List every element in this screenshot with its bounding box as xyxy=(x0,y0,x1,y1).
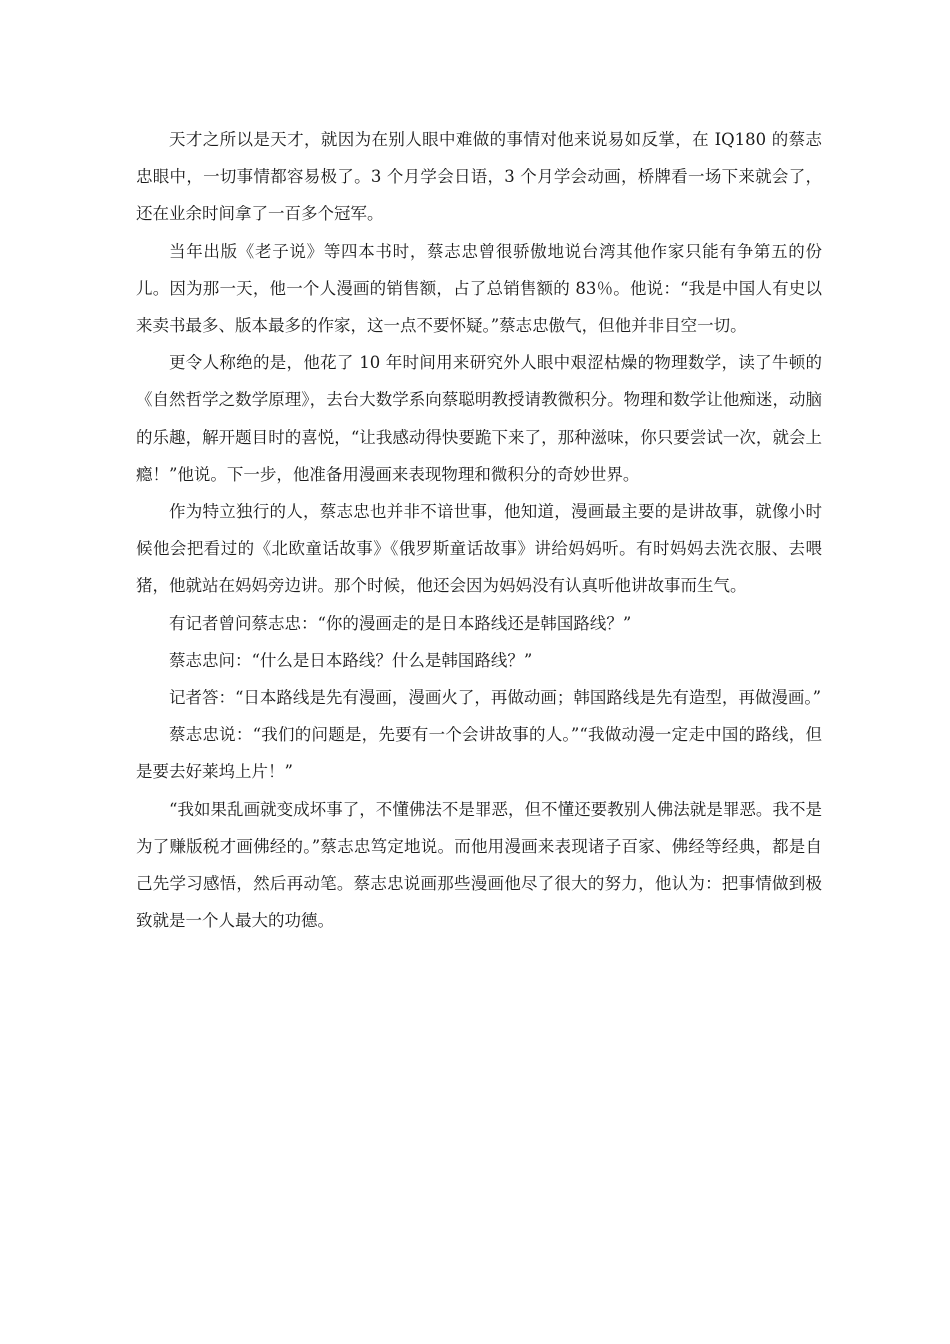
paragraph: 当年出版《老子说》等四本书时，蔡志忠曾很骄傲地说台湾其他作家只能有争第五的份儿。因为那一天，他一个人漫画的销售额，占了总销售额的 83％。他说：“我是中国人有史以来卖书最多、版本最多的作家，这一点不要怀疑。”蔡志忠傲气，但他并非目空一切。 xyxy=(136,241,822,336)
paragraph: 天才之所以是天才，就因为在别人眼中难做的事情对他来说易如反掌，在 IQ180 的蔡志忠眼中，一切事情都容易极了。3 个月学会日语，3 个月学会动画，桥牌看一场下来就会了，还在业余时间拿了一百多个冠军。 xyxy=(136,130,822,224)
paragraph: 作为特立独行的人，蔡志忠也并非不谙世事，他知道，漫画最主要的是讲故事，就像小时候他会把看过的《北欧童话故事》《俄罗斯童话故事》讲给妈妈听。有时妈妈去洗衣服、去喂猪，他就站在妈妈旁边讲。那个时候，他还会因为妈妈没有认真听他讲故事而生气。 xyxy=(136,502,822,596)
paragraph: 蔡志忠问：“什么是日本路线？什么是韩国路线？” xyxy=(169,650,533,670)
paragraph: 蔡志忠说：“我们的问题是，先要有一个会讲故事的人。”“我做动漫一定走中国的路线，但是要去好莱坞上片！” xyxy=(136,725,822,782)
article-body xyxy=(136,121,822,939)
paragraph: 记者答：“日本路线是先有漫画，漫画火了，再做动画；韩国路线是先有造型，再做漫画。” xyxy=(169,688,822,708)
paragraph: 有记者曾问蔡志忠：“你的漫画走的是日本路线还是韩国路线？” xyxy=(169,613,632,633)
paragraph: “我如果乱画就变成坏事了，不懂佛法不是罪恶，但不懂还要教别人佛法就是罪恶。我不是为了赚版税才画佛经的。”蔡志忠笃定地说。而他用漫画来表现诸子百家、佛经等经典，都是自己先学习感悟，然后再动笔。蔡志忠说画那些漫画他尽了很大的努力，他认为：把事情做到极致就是一个人最大的功德。 xyxy=(136,799,822,931)
paragraph: 更令人称绝的是，他花了 10 年时间用来研究外人眼中艰涩枯燥的物理数学，读了牛顿的《自然哲学之数学原理》，去台大数学系向蔡聪明教授请教微积分。物理和数学让他痴迷，动脑的乐趣，解开题目时的喜悦，“让我感动得快要跪下来了，那种滋味，你只要尝试一次，就会上瘾！”他说。下一步，他准备用漫画来表现物理和微积分的奇妙世界。 xyxy=(136,353,822,484)
